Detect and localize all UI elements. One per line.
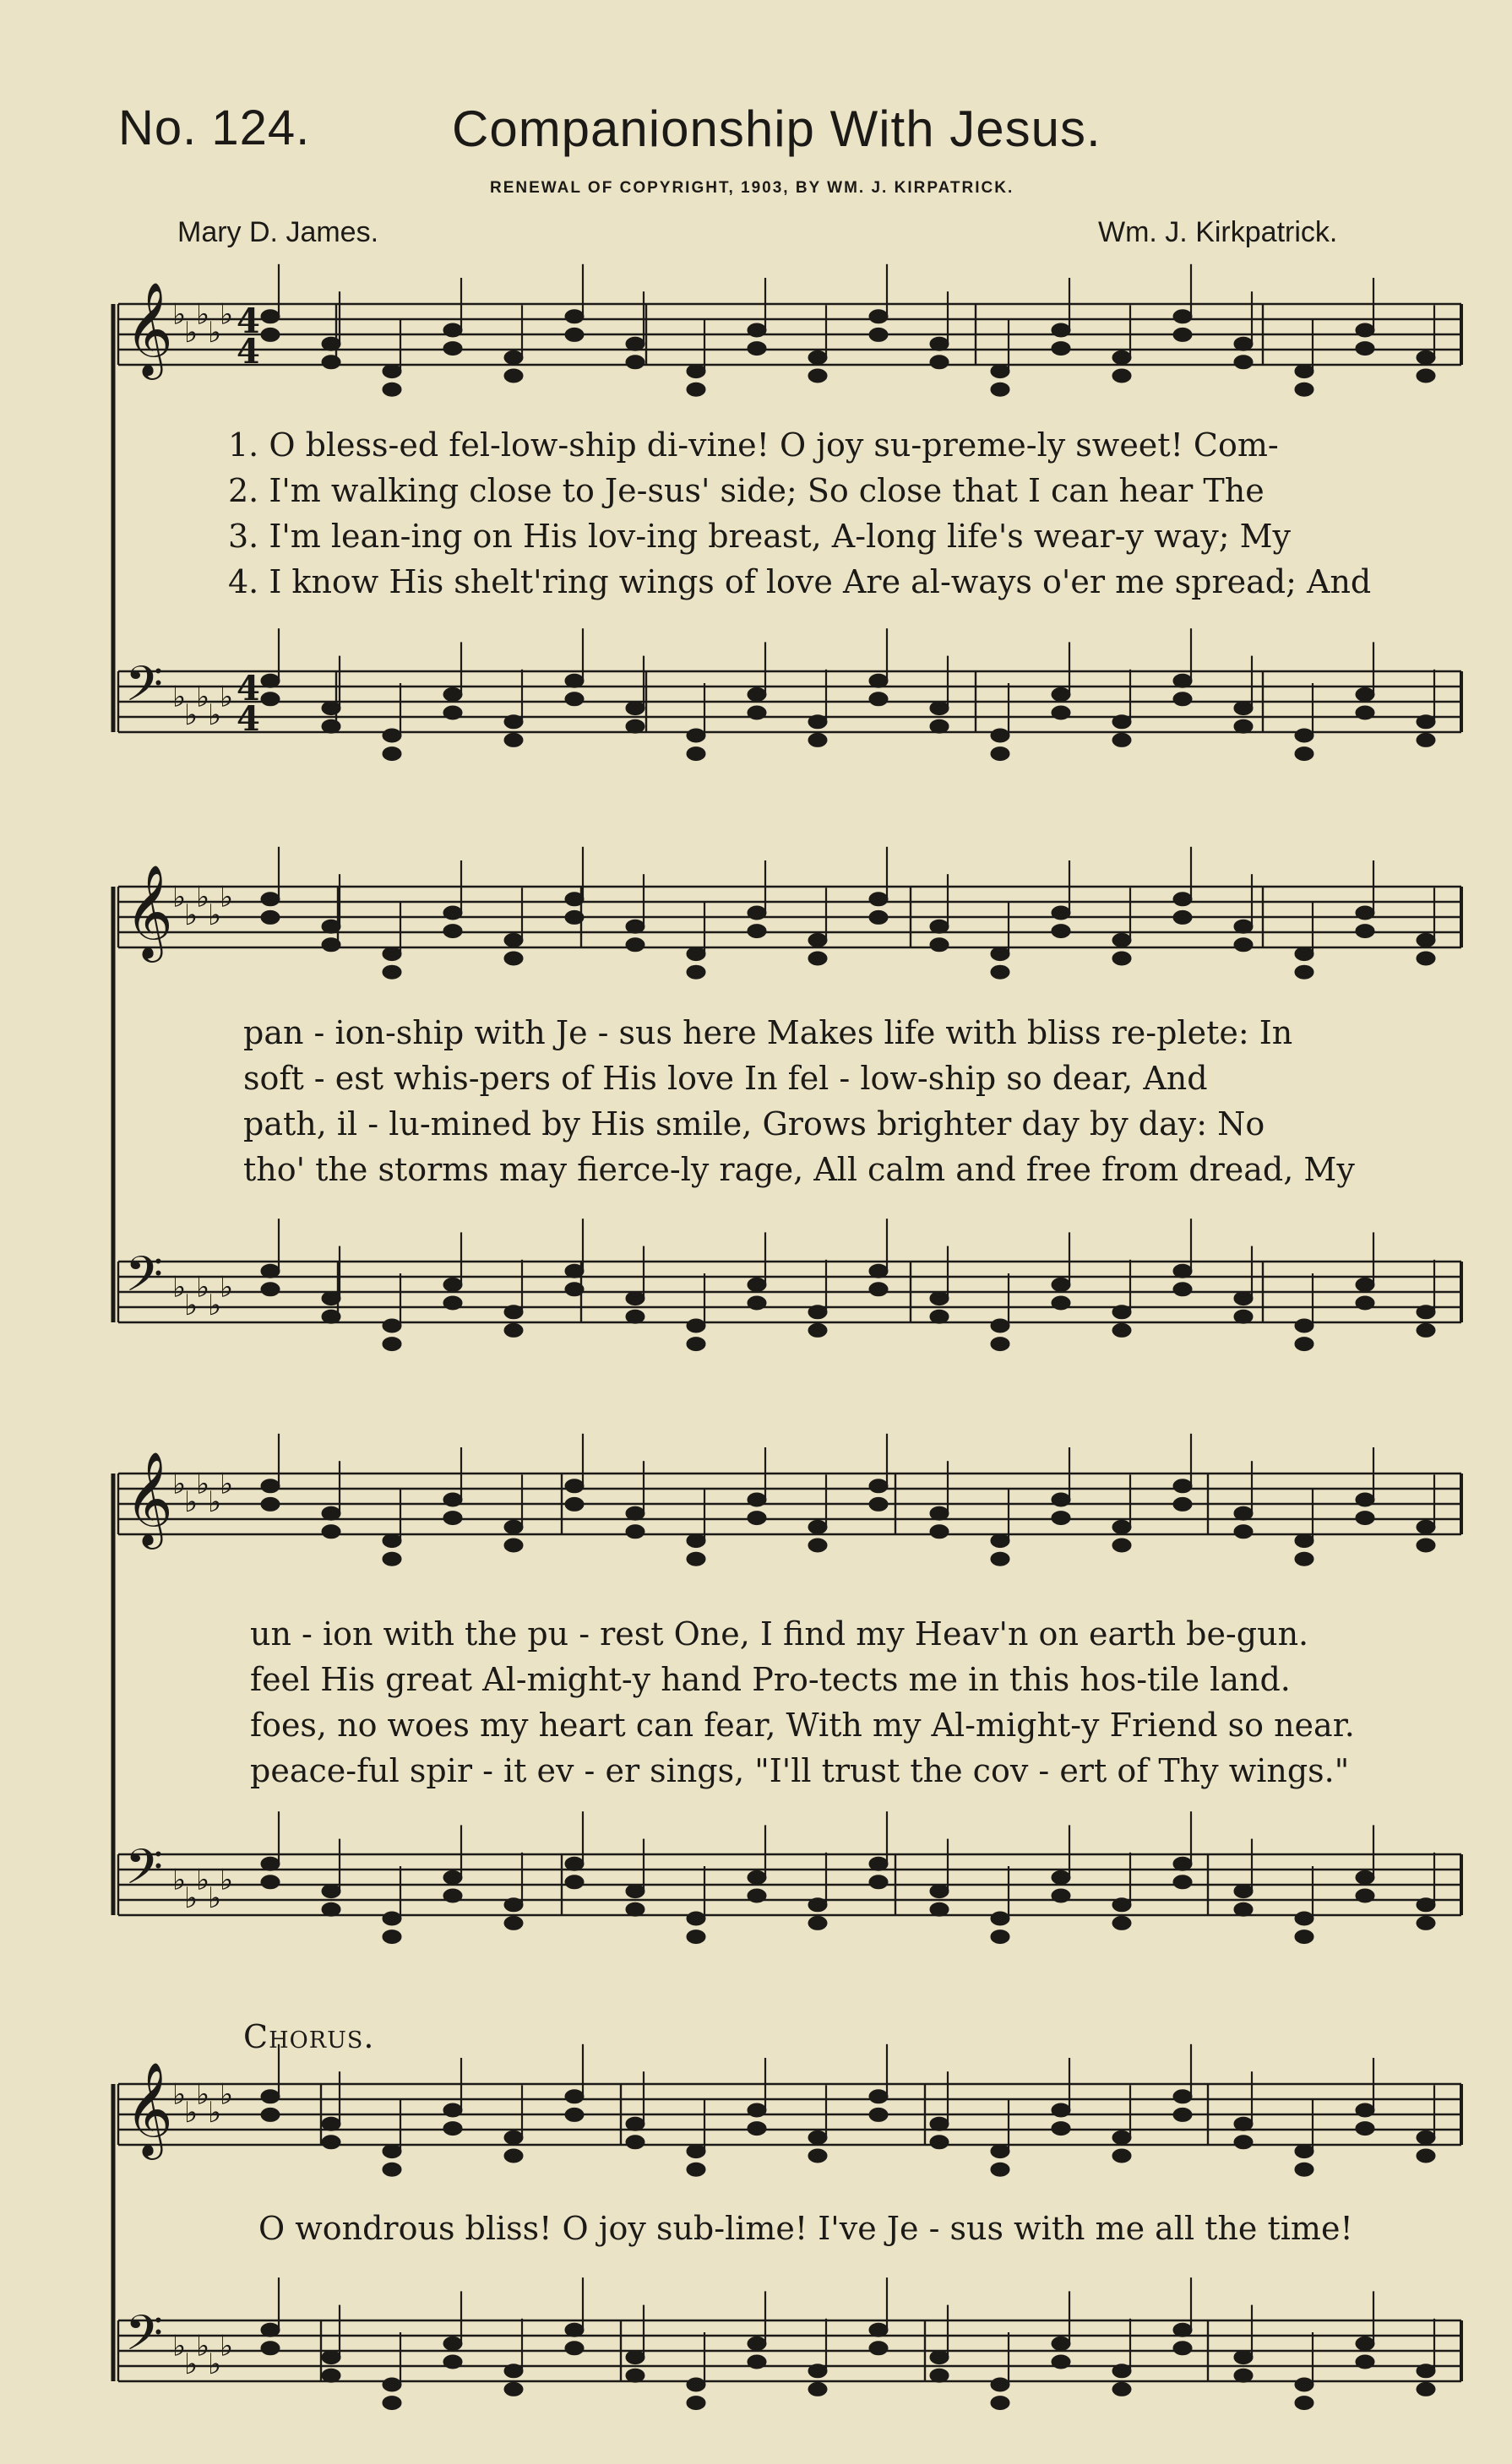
svg-text:𝄞: 𝄞 <box>125 2061 173 2156</box>
lyric-line: peace-ful spir - it ev - er sings, "I'll trust the cov - ert of Thy wings." <box>250 1752 1350 1789</box>
svg-text:♭: ♭ <box>184 1881 199 1915</box>
svg-text:4: 4 <box>237 669 260 708</box>
svg-text:♭: ♭ <box>172 297 187 332</box>
svg-text:♭: ♭ <box>196 1467 210 1501</box>
verse-lyrics-system-1 <box>228 422 1371 605</box>
svg-text:♭: ♭ <box>220 1863 234 1897</box>
svg-text:♭: ♭ <box>196 880 210 915</box>
verse-lyrics-system-3 <box>250 1611 1355 1794</box>
hymn-number: No. 124. <box>118 100 311 155</box>
svg-text:𝄢: 𝄢 <box>125 1246 164 1315</box>
svg-text:♭: ♭ <box>220 297 234 332</box>
svg-text:♭: ♭ <box>184 1485 199 1519</box>
svg-text:𝄞: 𝄞 <box>125 1451 173 1545</box>
svg-text:♭: ♭ <box>196 297 210 332</box>
svg-text:♭: ♭ <box>172 2077 187 2112</box>
treble-staff <box>118 1451 1461 1549</box>
lyricist: Mary D. James. <box>177 216 379 248</box>
svg-text:♭: ♭ <box>184 898 199 932</box>
lyric-line: 2. I'm walking close to Je-sus' side; So close that I can hear The <box>228 472 1265 509</box>
bass-staff <box>118 2304 1461 2381</box>
svg-text:♭: ♭ <box>220 1270 234 1305</box>
svg-text:♭: ♭ <box>172 2329 187 2364</box>
svg-text:♭: ♭ <box>184 316 199 350</box>
svg-text:♭: ♭ <box>208 2096 222 2130</box>
svg-text:𝄢: 𝄢 <box>125 2304 164 2374</box>
svg-text:𝄢: 𝄢 <box>125 1838 164 1908</box>
svg-text:♭: ♭ <box>184 2096 199 2130</box>
svg-text:♭: ♭ <box>196 1270 210 1305</box>
svg-text:♭: ♭ <box>220 1467 234 1501</box>
svg-text:♭: ♭ <box>208 898 222 932</box>
lyric-line: 3. I'm lean-ing on His lov-ing breast, A-long life's wear-y way; My <box>228 518 1291 555</box>
svg-text:♭: ♭ <box>196 680 210 714</box>
lyric-line: feel His great Al-might-y hand Pro-tects me in this hos-tile land. <box>250 1661 1291 1698</box>
lyric-line: O wondrous bliss! O joy sub-lime! I've Je - sus with me all the time! <box>258 2210 1353 2247</box>
bass-staff <box>118 1838 1461 1915</box>
svg-text:♭: ♭ <box>208 1485 222 1519</box>
bass-staff <box>118 1246 1461 1322</box>
treble-staff <box>118 2061 1461 2160</box>
svg-text:♭: ♭ <box>184 2347 199 2381</box>
svg-text:♭: ♭ <box>172 1270 187 1305</box>
lyric-line: soft - est whis-pers of His love In fel - low-ship so dear, And <box>243 1060 1208 1097</box>
bass-staff <box>118 655 1461 732</box>
svg-text:♭: ♭ <box>208 2347 222 2381</box>
lyric-line: 1. O bless-ed fel-low-ship di-vine! O joy su-preme-ly sweet! Com- <box>228 426 1279 464</box>
svg-text:♭: ♭ <box>196 2077 210 2112</box>
svg-text:♭: ♭ <box>172 880 187 915</box>
verse-lyrics-system-2 <box>243 1010 1355 1192</box>
svg-text:𝄞: 𝄞 <box>125 281 173 376</box>
svg-text:♭: ♭ <box>220 2077 234 2112</box>
treble-staff <box>118 864 1461 963</box>
lyric-line: path, il - lu-mined by His smile, Grows brighter day by day: No <box>243 1105 1265 1142</box>
svg-text:♭: ♭ <box>208 1881 222 1915</box>
svg-text:♭: ♭ <box>172 1467 187 1501</box>
svg-text:♭: ♭ <box>184 698 199 732</box>
svg-text:♭: ♭ <box>208 316 222 350</box>
hymn-title: Companionship With Jesus. <box>452 100 1101 157</box>
svg-text:♭: ♭ <box>220 680 234 714</box>
svg-text:♭: ♭ <box>172 680 187 714</box>
lyric-line: pan - ion-ship with Je - sus here Makes life with bliss re-plete: In <box>243 1014 1293 1051</box>
chorus-lyrics <box>258 2206 1353 2251</box>
svg-text:♭: ♭ <box>208 698 222 732</box>
svg-text:♭: ♭ <box>220 880 234 915</box>
lyric-line: foes, no woes my heart can fear, With my Al-might-y Friend so near. <box>250 1707 1355 1744</box>
lyric-line: un - ion with the pu - rest One, I find my Heav'n on earth be-gun. <box>250 1615 1309 1653</box>
svg-text:𝄢: 𝄢 <box>125 655 164 725</box>
lyric-line: tho' the storms may fierce-ly rage, All calm and free from dread, My <box>243 1151 1355 1188</box>
lyric-line: 4. I know His shelt'ring wings of love Are al-ways o'er me spread; And <box>228 563 1372 600</box>
svg-text:4: 4 <box>237 332 260 372</box>
svg-text:♭: ♭ <box>220 2329 234 2364</box>
svg-text:♭: ♭ <box>196 2329 210 2364</box>
svg-text:♭: ♭ <box>184 1289 199 1322</box>
composer: Wm. J. Kirkpatrick. <box>1098 216 1338 248</box>
chorus-label: Chorus. <box>243 2018 375 2055</box>
svg-text:♭: ♭ <box>196 1863 210 1897</box>
svg-text:𝄞: 𝄞 <box>125 864 173 958</box>
copyright-notice: RENEWAL OF COPYRIGHT, 1903, BY WM. J. KIRPATRICK. <box>490 179 1014 197</box>
svg-text:♭: ♭ <box>172 1863 187 1897</box>
svg-text:4: 4 <box>237 301 260 341</box>
svg-text:4: 4 <box>237 699 260 739</box>
svg-text:♭: ♭ <box>208 1289 222 1322</box>
treble-staff <box>118 281 1461 380</box>
